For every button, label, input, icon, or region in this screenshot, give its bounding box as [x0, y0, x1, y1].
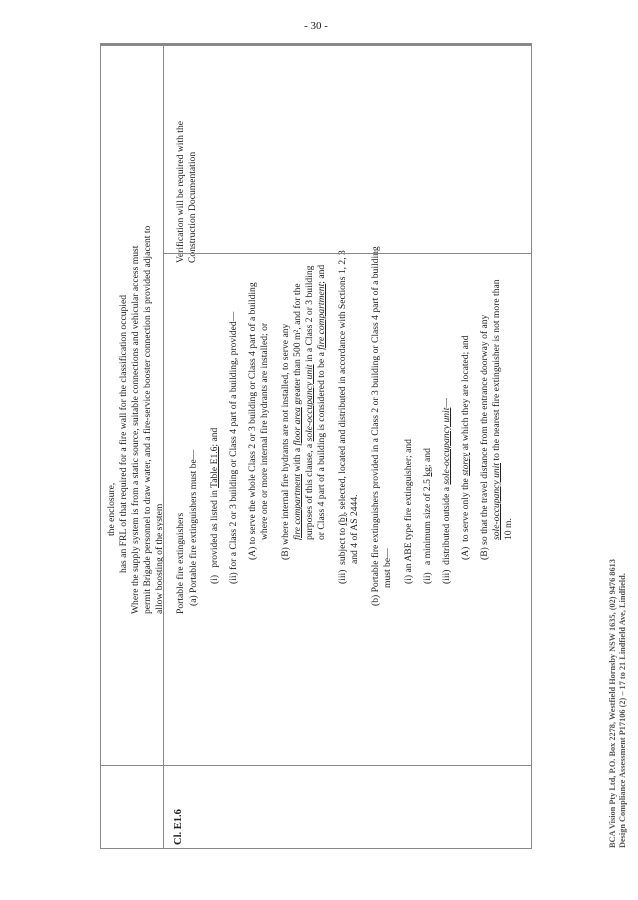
- top-line-3: permit Brigade personnel to draw water, and a fire-service booster connection is provided adjacent to: [142, 225, 153, 614]
- item-a-i: (i) provided as listed in Table E1.6; and: [209, 427, 220, 584]
- verification-line-1: Construction Documentation: [187, 151, 198, 263]
- verification-line-0: Verification will be required with the: [175, 121, 186, 263]
- top-line-1: has an FRL of that required for a fire wall for the classification occupied: [118, 294, 129, 573]
- item-b-ii: (ii) a minimum size of 2.5 kg; and: [422, 448, 433, 584]
- heading-portable: Portable fire extinguishers: [175, 512, 186, 614]
- item-a-ii-B2: fire compartment with a floor area greater than 500 m², and for the: [292, 283, 303, 540]
- item-a-ii: (ii) for a Class 2 or 3 building or Class 4 part of a building, provided—: [228, 311, 239, 584]
- footer-line-1: BCA Vision Pty Ltd, P.O. Box 2278, Westfield Hornsby NSW 1635, (02) 9476 8613: [608, 559, 617, 848]
- item-b-iii-B3: 10 m.: [503, 518, 514, 540]
- clause-reference: Cl. E1.6: [173, 809, 184, 845]
- item-a-ii-A2: where one or more internal fire hydrants are installed; or: [259, 322, 270, 540]
- item-a-ii-B3: purposes of this clause, a sole-occupancy unit in a Class 2 or 3 building: [304, 265, 315, 540]
- top-line-2: Where the supply system is from a static source, suitable connections and vehicular access must: [130, 245, 141, 614]
- table-row-sep-horizontal-1: [163, 253, 532, 254]
- top-line-4: allow boosting of the system: [154, 503, 165, 614]
- page-number: - 30 -: [304, 20, 328, 32]
- item-b-iii-B2: sole-occupancy unit to the nearest fire extinguisher is not more than: [491, 279, 502, 540]
- item-b-iii-B1: (B) so that the travel distance from the entrance doorway of any: [479, 314, 490, 560]
- top-line-0: the enclosure,: [106, 482, 117, 536]
- table-frame: [100, 43, 532, 849]
- item-a-iii-2: and 4 of AS 2444.: [349, 494, 360, 564]
- item-a-ii-A1: (A) to serve the whole Class 2 or 3 building or Class 4 part of a building: [247, 282, 258, 560]
- item-a-iii-1: (iii) subject to (b), selected, located and distributed in accordance with Sections 1, 2, 3: [337, 250, 348, 584]
- item-b-1: (b) Portable fire extinguishers provided in a Class 2 or 3 building or Class 4 part of a building: [370, 246, 381, 606]
- item-b-iii: (iii) distributed outside a sole-occupancy unit—: [441, 398, 452, 584]
- item-a-ii-B1: (B) where internal fire hydrants are not installed, to serve any: [280, 323, 291, 560]
- item-b-i: (i) an ABE type fire extinguisher; and: [403, 439, 414, 584]
- footer-line-2: Design Compliance Assessment P17106 (2) – 17 to 21 Lindfield Ave, Lindfield.: [618, 573, 627, 848]
- table-row-sep-horizontal-2: [100, 765, 532, 766]
- item-b-iii-A: (A) to serve only the storey at which they are located; and: [460, 335, 471, 560]
- item-a: (a) Portable fire extinguishers must be—: [188, 449, 199, 606]
- item-b-2: must be—: [382, 548, 393, 588]
- item-a-ii-B4: or Class 4 part of a building is considered to be a fire compartment; and: [316, 264, 327, 540]
- table-row-sep-vertical-1: [163, 43, 164, 849]
